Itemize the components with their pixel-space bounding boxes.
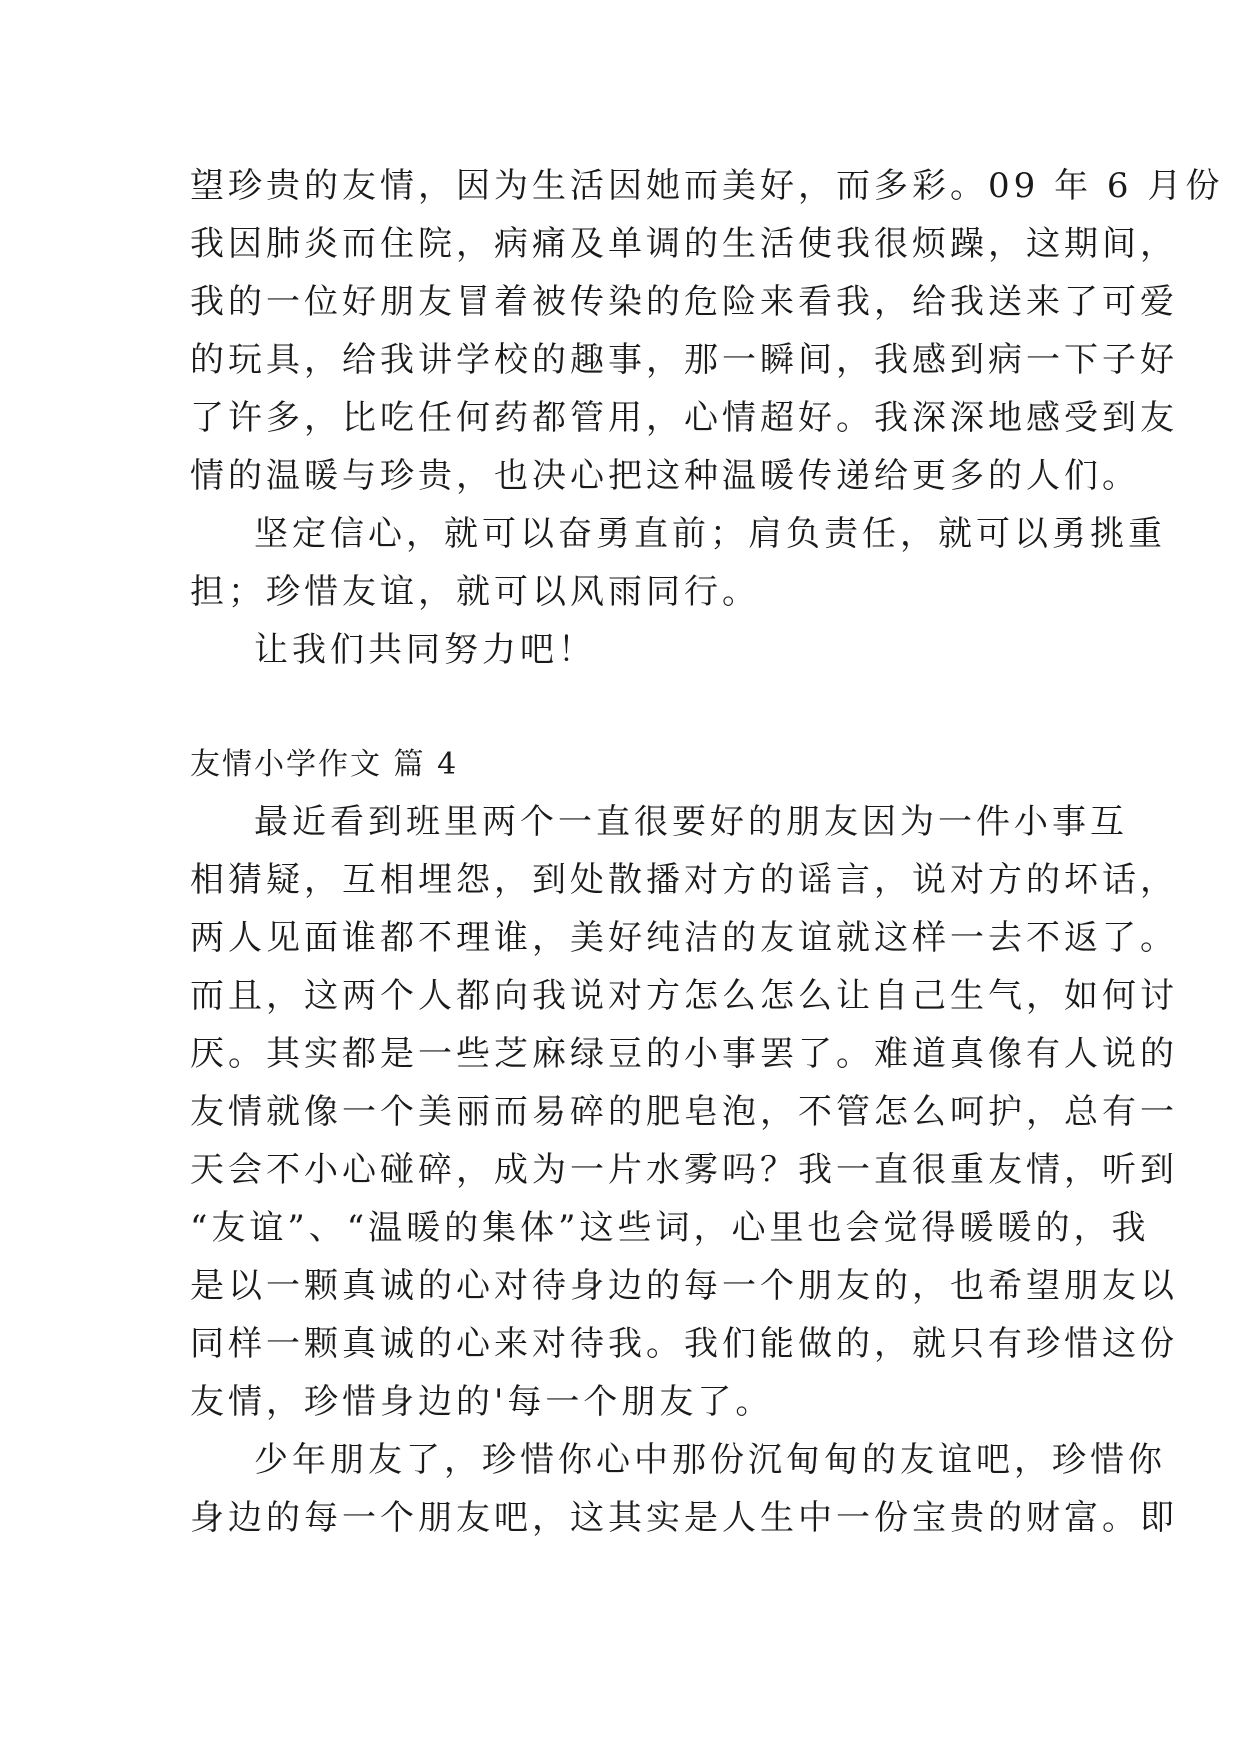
text-line: 的玩具，给我讲学校的趣事，那一瞬间，我感到病一下子好: [190, 340, 1178, 380]
text-line: 友情就像一个美丽而易碎的肥皂泡，不管怎么呵护，总有一: [190, 1092, 1178, 1132]
section-heading: 友情小学作文 篇 4: [190, 747, 459, 782]
text-line: 望珍贵的友情，因为生活因她而美好，而多彩。09 年 6 月份: [190, 166, 1224, 206]
text-line: 两人见面谁都不理谁，美好纯洁的友谊就这样一去不返了。: [190, 918, 1178, 958]
text-line: 友情，珍惜身边的'每一个朋友了。: [190, 1382, 774, 1422]
text-line: 让我们共同努力吧！: [254, 630, 596, 670]
text-line: 坚定信心，就可以奋勇直前；肩负责任，就可以勇挑重: [254, 514, 1166, 554]
text-line: 我的一位好朋友冒着被传染的危险来看我，给我送来了可爱: [190, 282, 1178, 322]
text-line: 最近看到班里两个一直很要好的朋友因为一件小事互: [254, 802, 1128, 842]
text-line: 少年朋友了，珍惜你心中那份沉甸甸的友谊吧，珍惜你: [254, 1440, 1166, 1480]
text-line: 厌。其实都是一些芝麻绿豆的小事罢了。难道真像有人说的: [190, 1034, 1178, 1074]
text-line: 身边的每一个朋友吧，这其实是人生中一份宝贵的财富。即: [190, 1498, 1178, 1538]
text-line: 担；珍惜友谊，就可以风雨同行。: [190, 572, 760, 612]
text-line: 了许多，比吃任何药都管用，心情超好。我深深地感受到友: [190, 398, 1178, 438]
text-line: “友谊”、“温暖的集体”这些词，心里也会觉得暖暖的，我: [190, 1208, 1150, 1248]
text-line: 同样一颗真诚的心来对待我。我们能做的，就只有珍惜这份: [190, 1324, 1178, 1364]
text-line: 相猜疑，互相埋怨，到处散播对方的谣言，说对方的坏话，: [190, 860, 1178, 900]
text-line: 是以一颗真诚的心对待身边的每一个朋友的，也希望朋友以: [190, 1266, 1178, 1306]
text-line: 我因肺炎而住院，病痛及单调的生活使我很烦躁，这期间，: [190, 224, 1178, 264]
text-line: 情的温暖与珍贵，也决心把这种温暖传递给更多的人们。: [190, 456, 1140, 496]
text-line: 而且，这两个人都向我说对方怎么怎么让自己生气，如何讨: [190, 976, 1178, 1016]
text-line: 天会不小心碰碎，成为一片水雾吗？我一直很重友情，听到: [190, 1150, 1178, 1190]
